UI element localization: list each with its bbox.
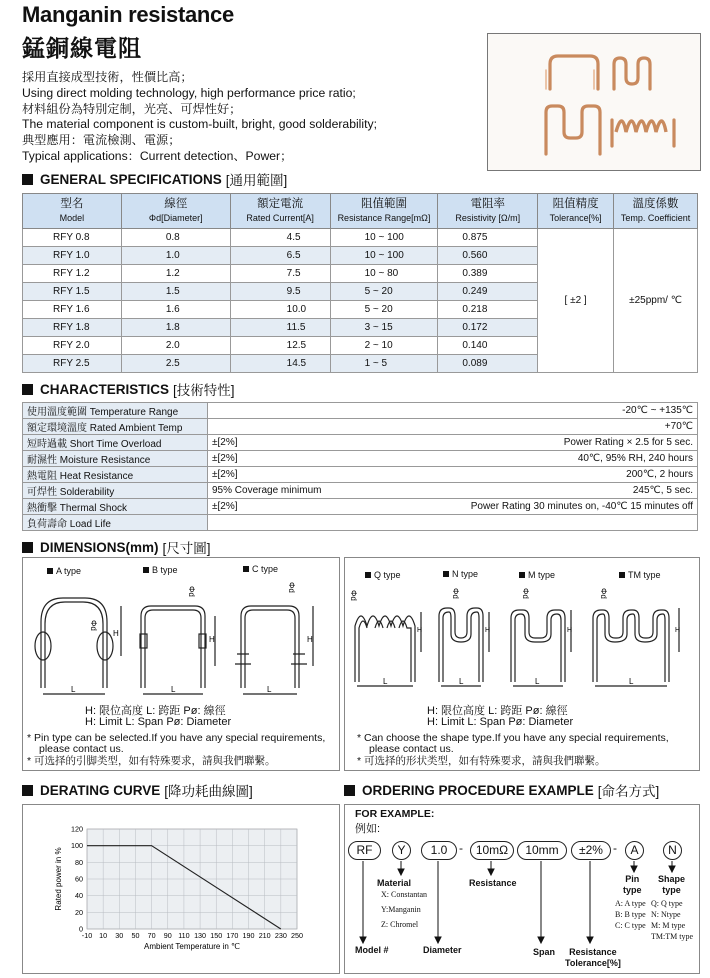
legend-zh: H: 限位高度 L: 跨距 Pø: 線徑 xyxy=(427,705,568,717)
header-resistance-range: 阻值範圍 Resistance Range[mΩ] xyxy=(330,194,438,229)
legend-en: H: Limit L: Span Pø: Diameter xyxy=(85,716,232,728)
characteristic-spec: ±[2%] xyxy=(208,467,367,483)
characteristic-label: 熱電阻 Heat Resistance xyxy=(23,467,208,483)
diameter-label: Φd xyxy=(187,586,196,597)
table-cell: 0.249 xyxy=(438,283,538,301)
type-label-c: C type xyxy=(243,564,278,574)
intro-line: Typical applications：Current detection、Power； xyxy=(22,148,293,163)
shape-type-option: Q: Q type xyxy=(651,899,683,908)
intro-line: The material component is custom-built, bright, good solderability; xyxy=(22,117,377,132)
shape-note-2: please contact us. xyxy=(369,743,454,755)
for-example-zh-label: 例如: xyxy=(355,823,381,835)
table-cell: RFY 2.5 xyxy=(23,355,122,373)
bullet-square-icon xyxy=(22,785,33,796)
span-label: L xyxy=(629,677,634,686)
table-cell: 5 ~ 20 xyxy=(330,283,438,301)
table-cell: 0.218 xyxy=(438,301,538,319)
pin-type-option: A: A type xyxy=(615,899,646,908)
table-row xyxy=(23,403,698,419)
height-label: H xyxy=(675,627,681,634)
table-cell: 1 ~ 5 xyxy=(330,355,438,373)
table-cell: 0.8 xyxy=(121,229,230,247)
table-cell: 7.5 xyxy=(230,265,330,283)
characteristics-table xyxy=(22,402,698,531)
y-tick-label: 100 xyxy=(71,841,83,851)
table-header-row xyxy=(23,194,698,229)
shape-type-label: Shape type xyxy=(658,874,686,895)
pin-type-option: B: B type xyxy=(615,910,646,919)
pin-type-label: Pin type xyxy=(623,874,642,895)
x-tick-label: 150 xyxy=(210,931,223,940)
type-label-q: Q type xyxy=(365,570,401,580)
table-cell: 11.5 xyxy=(230,319,330,337)
section-title: ORDERING PROCEDURE EXAMPLE xyxy=(362,782,594,798)
legend-en: H: Limit L: Span Pø: Diameter xyxy=(427,716,574,728)
material-option: X: Constantan xyxy=(381,890,427,899)
table-cell: 14.5 xyxy=(230,355,330,373)
span-label: L xyxy=(267,685,272,694)
shape-note-3: * 可选择的形状类型，如有特殊要求，請與我們聯繫。 xyxy=(357,755,606,767)
y-tick-label: 0 xyxy=(79,924,83,934)
table-cell: 0.140 xyxy=(438,337,538,355)
derating-heading xyxy=(22,780,253,800)
x-axis-label: Ambient Temperature in ℃ xyxy=(144,942,240,951)
y-tick-label: 120 xyxy=(71,824,83,834)
table-cell: RFY 0.8 xyxy=(23,229,122,247)
table-row xyxy=(23,419,698,435)
header-rated-current: 額定電流 Rated Current[A] xyxy=(230,194,330,229)
table-cell: RFY 1.2 xyxy=(23,265,122,283)
table-cell: RFY 2.0 xyxy=(23,337,122,355)
bullet-square-icon xyxy=(344,785,355,796)
type-label-b: B type xyxy=(143,565,178,575)
span-label: Span xyxy=(533,947,556,957)
table-cell: 6.5 xyxy=(230,247,330,265)
material-option: Y:Manganin xyxy=(381,905,421,914)
diameter-label: Diameter xyxy=(423,945,462,955)
characteristic-label: 耐濕性 Moisture Resistance xyxy=(23,451,208,467)
pin-type-drawings xyxy=(23,576,339,696)
table-row xyxy=(23,435,698,451)
height-label: H xyxy=(567,627,573,634)
general-spec-heading xyxy=(22,169,287,189)
code-material: Y xyxy=(392,841,411,860)
y-axis-label: Rated power in % xyxy=(54,847,63,911)
table-row xyxy=(23,499,698,515)
height-label: H xyxy=(417,627,423,634)
characteristic-condition: 200℃, 2 hours xyxy=(366,467,698,483)
y-tick-label: 20 xyxy=(75,907,83,917)
material-option: Z: Chromel xyxy=(381,920,419,929)
characteristic-spec: 95% Coverage minimum xyxy=(208,483,367,499)
characteristic-condition: 245℃, 5 sec. xyxy=(366,483,698,499)
table-cell: 5 ~ 20 xyxy=(330,301,438,319)
x-tick-label: 10 xyxy=(99,931,108,940)
height-label: H xyxy=(485,627,491,634)
code-pin-type: A xyxy=(625,841,644,860)
bullet-square-icon xyxy=(22,174,33,185)
span-label: L xyxy=(383,677,388,686)
section-title-zh: [尺寸圖] xyxy=(162,541,211,556)
dimensions-shape-types-box xyxy=(344,557,700,771)
table-cell: 10.0 xyxy=(230,301,330,319)
characteristic-condition: Power Rating 30 minutes on, -40℃ 15 minutes off xyxy=(366,499,698,515)
height-label: H xyxy=(113,629,119,638)
x-tick-label: 110 xyxy=(178,931,190,940)
title-en: Manganin resistance xyxy=(22,2,234,27)
table-cell: 0.089 xyxy=(438,355,538,373)
table-row xyxy=(23,515,698,531)
shape-type-drawings xyxy=(345,582,699,692)
x-tick-label: 230 xyxy=(274,931,287,940)
table-row xyxy=(23,467,698,483)
section-title-zh: [技術特性] xyxy=(173,383,235,398)
x-tick-label: 130 xyxy=(194,931,207,940)
characteristics-heading xyxy=(22,379,235,399)
diameter-label: Φd xyxy=(451,588,460,599)
x-tick-label: 50 xyxy=(131,931,140,940)
span-label: L xyxy=(71,685,76,694)
derating-chart xyxy=(23,805,339,973)
pin-note-1: * Pin type can be selected.If you have any special requirements, xyxy=(27,732,326,744)
span-label: L xyxy=(535,677,540,686)
table-cell: 0.172 xyxy=(438,319,538,337)
characteristic-condition: -20℃ ~ +135℃ xyxy=(208,403,698,419)
code-resistance: 10mΩ xyxy=(470,841,514,860)
table-cell: 0.389 xyxy=(438,265,538,283)
product-photo xyxy=(487,33,701,171)
resistance-label: Resistance xyxy=(469,878,517,888)
characteristic-spec: ±[2%] xyxy=(208,435,367,451)
diameter-label: Φd xyxy=(521,588,530,599)
characteristic-label: 使用溫度範圍 Temperature Range xyxy=(23,403,208,419)
general-spec-table xyxy=(22,193,698,373)
diameter-label: Φd xyxy=(599,588,608,599)
section-title: DERATING CURVE xyxy=(40,782,161,798)
y-tick-label: 40 xyxy=(75,891,83,901)
tempco-cell: ±25ppm/ ℃ xyxy=(614,229,698,373)
header-resistivity: 電阻率 Resistivity [Ω/m] xyxy=(438,194,538,229)
pin-type-option: C: C type xyxy=(615,921,646,930)
diameter-label: Φd xyxy=(89,620,98,631)
table-cell: RFY 1.0 xyxy=(23,247,122,265)
table-row xyxy=(23,451,698,467)
table-cell: 1.2 xyxy=(121,265,230,283)
diameter-label: Φd xyxy=(349,590,358,601)
material-label: Material xyxy=(377,878,412,888)
shape-type-option: N: Ntype xyxy=(651,910,681,919)
characteristic-condition: 40℃, 95% RH, 240 hours xyxy=(366,451,698,467)
code-span: 10mm xyxy=(517,841,567,860)
code-tolerance: ±2% xyxy=(571,841,611,860)
tolerance-cell: [ ±2 ] xyxy=(538,229,614,373)
table-cell: RFY 1.8 xyxy=(23,319,122,337)
for-example-label: FOR EXAMPLE: xyxy=(355,808,435,820)
characteristic-spec: ±[2%] xyxy=(208,451,367,467)
table-cell: 4.5 xyxy=(230,229,330,247)
characteristic-condition xyxy=(208,515,698,531)
dimensions-pin-types-box xyxy=(22,557,340,771)
section-title: CHARACTERISTICS xyxy=(40,381,170,397)
height-label: H xyxy=(209,635,215,644)
characteristic-spec: ±[2%] xyxy=(208,499,367,515)
header-model: 型名 Model xyxy=(23,194,122,229)
header-tolerance: 阻值精度 Tolerance[%] xyxy=(538,194,614,229)
legend-zh: H: 限位高度 L: 跨距 Pø: 線徑 xyxy=(85,705,226,717)
pin-note-2: please contact us. xyxy=(39,743,124,755)
table-cell: 2.0 xyxy=(121,337,230,355)
section-title-zh: [降功耗曲線圖] xyxy=(164,784,253,799)
characteristic-label: 可焊性 Solderability xyxy=(23,483,208,499)
intro-line: 典型應用：電流檢測、電源； xyxy=(22,133,181,148)
section-title-zh: [命名方式] xyxy=(597,784,660,799)
code-shape-type: N xyxy=(663,841,682,860)
height-label: H xyxy=(307,635,313,644)
bullet-square-icon xyxy=(22,384,33,395)
x-tick-label: 30 xyxy=(115,931,124,940)
table-cell: 1.0 xyxy=(121,247,230,265)
section-title: DIMENSIONS(mm) xyxy=(40,539,159,555)
table-cell: 1.8 xyxy=(121,319,230,337)
code-dash: - xyxy=(613,841,617,855)
shape-type-option: M: M type xyxy=(651,921,686,930)
table-cell: 2 ~ 10 xyxy=(330,337,438,355)
intro-line: Using direct molding technology, high performance price ratio; xyxy=(22,85,356,100)
table-cell: 0.560 xyxy=(438,247,538,265)
intro-line: 材料組份為特別定制，光亮、可焊性好； xyxy=(22,101,242,116)
x-tick-label: 190 xyxy=(242,931,255,940)
table-row xyxy=(23,483,698,499)
table-cell: 10 ~ 80 xyxy=(330,265,438,283)
span-label: L xyxy=(459,677,464,686)
intro-text xyxy=(22,70,377,165)
table-cell: RFY 1.6 xyxy=(23,301,122,319)
title-zh: 錳銅線電阻 xyxy=(22,35,142,61)
section-title-zh: [通用範圍] xyxy=(225,173,288,188)
type-label-a: A type xyxy=(47,566,81,576)
ordering-heading xyxy=(344,780,659,800)
characteristic-label: 短時過載 Short Time Overload xyxy=(23,435,208,451)
model-label: Model # xyxy=(355,945,389,955)
characteristic-label: 額定環境溫度 Rated Ambient Temp xyxy=(23,419,208,435)
derating-chart-box xyxy=(22,804,340,974)
characteristic-label: 負荷壽命 Load Life xyxy=(23,515,208,531)
shape-note-1: * Can choose the shape type.If you have any special requirements, xyxy=(357,732,669,744)
x-tick-label: 210 xyxy=(258,931,271,940)
table-cell: 2.5 xyxy=(121,355,230,373)
x-tick-label: 170 xyxy=(226,931,239,940)
shape-type-option: TM:TM type xyxy=(651,932,693,941)
dimensions-heading xyxy=(22,537,211,557)
table-row xyxy=(23,229,698,247)
pin-note-3: * 可选择的引脚类型，如有特殊要求，請與我們聯繫。 xyxy=(27,755,276,767)
table-cell: RFY 1.5 xyxy=(23,283,122,301)
characteristic-condition: Power Rating × 2.5 for 5 sec. xyxy=(366,435,698,451)
characteristic-label: 熱衝擊 Thermal Shock xyxy=(23,499,208,515)
span-label: L xyxy=(171,685,176,694)
diameter-label: Φd xyxy=(287,582,296,593)
type-label-n: N type xyxy=(443,569,478,579)
table-cell: 12.5 xyxy=(230,337,330,355)
table-cell: 10 ~ 100 xyxy=(330,247,438,265)
table-cell: 9.5 xyxy=(230,283,330,301)
y-tick-label: 80 xyxy=(75,857,83,867)
code-diameter: 1.0 xyxy=(421,841,457,860)
section-title: GENERAL SPECIFICATIONS xyxy=(40,171,222,187)
x-tick-label: -10 xyxy=(81,931,93,940)
y-tick-label: 60 xyxy=(75,874,83,884)
header-diameter: 線徑 Φd[Diameter] xyxy=(121,194,230,229)
type-label-tm: TM type xyxy=(619,570,661,580)
table-cell: 3 ~ 15 xyxy=(330,319,438,337)
tolerance-label: Resistance Tolerance[%] xyxy=(565,947,621,968)
table-cell: 1.5 xyxy=(121,283,230,301)
ordering-box xyxy=(344,804,700,974)
header-tempco: 溫度係數 Temp. Coefficient xyxy=(614,194,698,229)
code-dash: - xyxy=(459,841,463,855)
x-tick-label: 250 xyxy=(291,931,303,940)
code-series: RF xyxy=(348,841,381,860)
table-cell: 10 ~ 100 xyxy=(330,229,438,247)
characteristic-condition: +70℃ xyxy=(208,419,698,435)
x-tick-label: 70 xyxy=(147,931,156,940)
x-tick-label: 90 xyxy=(163,931,172,940)
bullet-square-icon xyxy=(22,542,33,553)
type-label-m: M type xyxy=(519,570,555,580)
intro-line: 採用直接成型技術，性價比高； xyxy=(22,70,193,84)
table-cell: 0.875 xyxy=(438,229,538,247)
table-cell: 1.6 xyxy=(121,301,230,319)
